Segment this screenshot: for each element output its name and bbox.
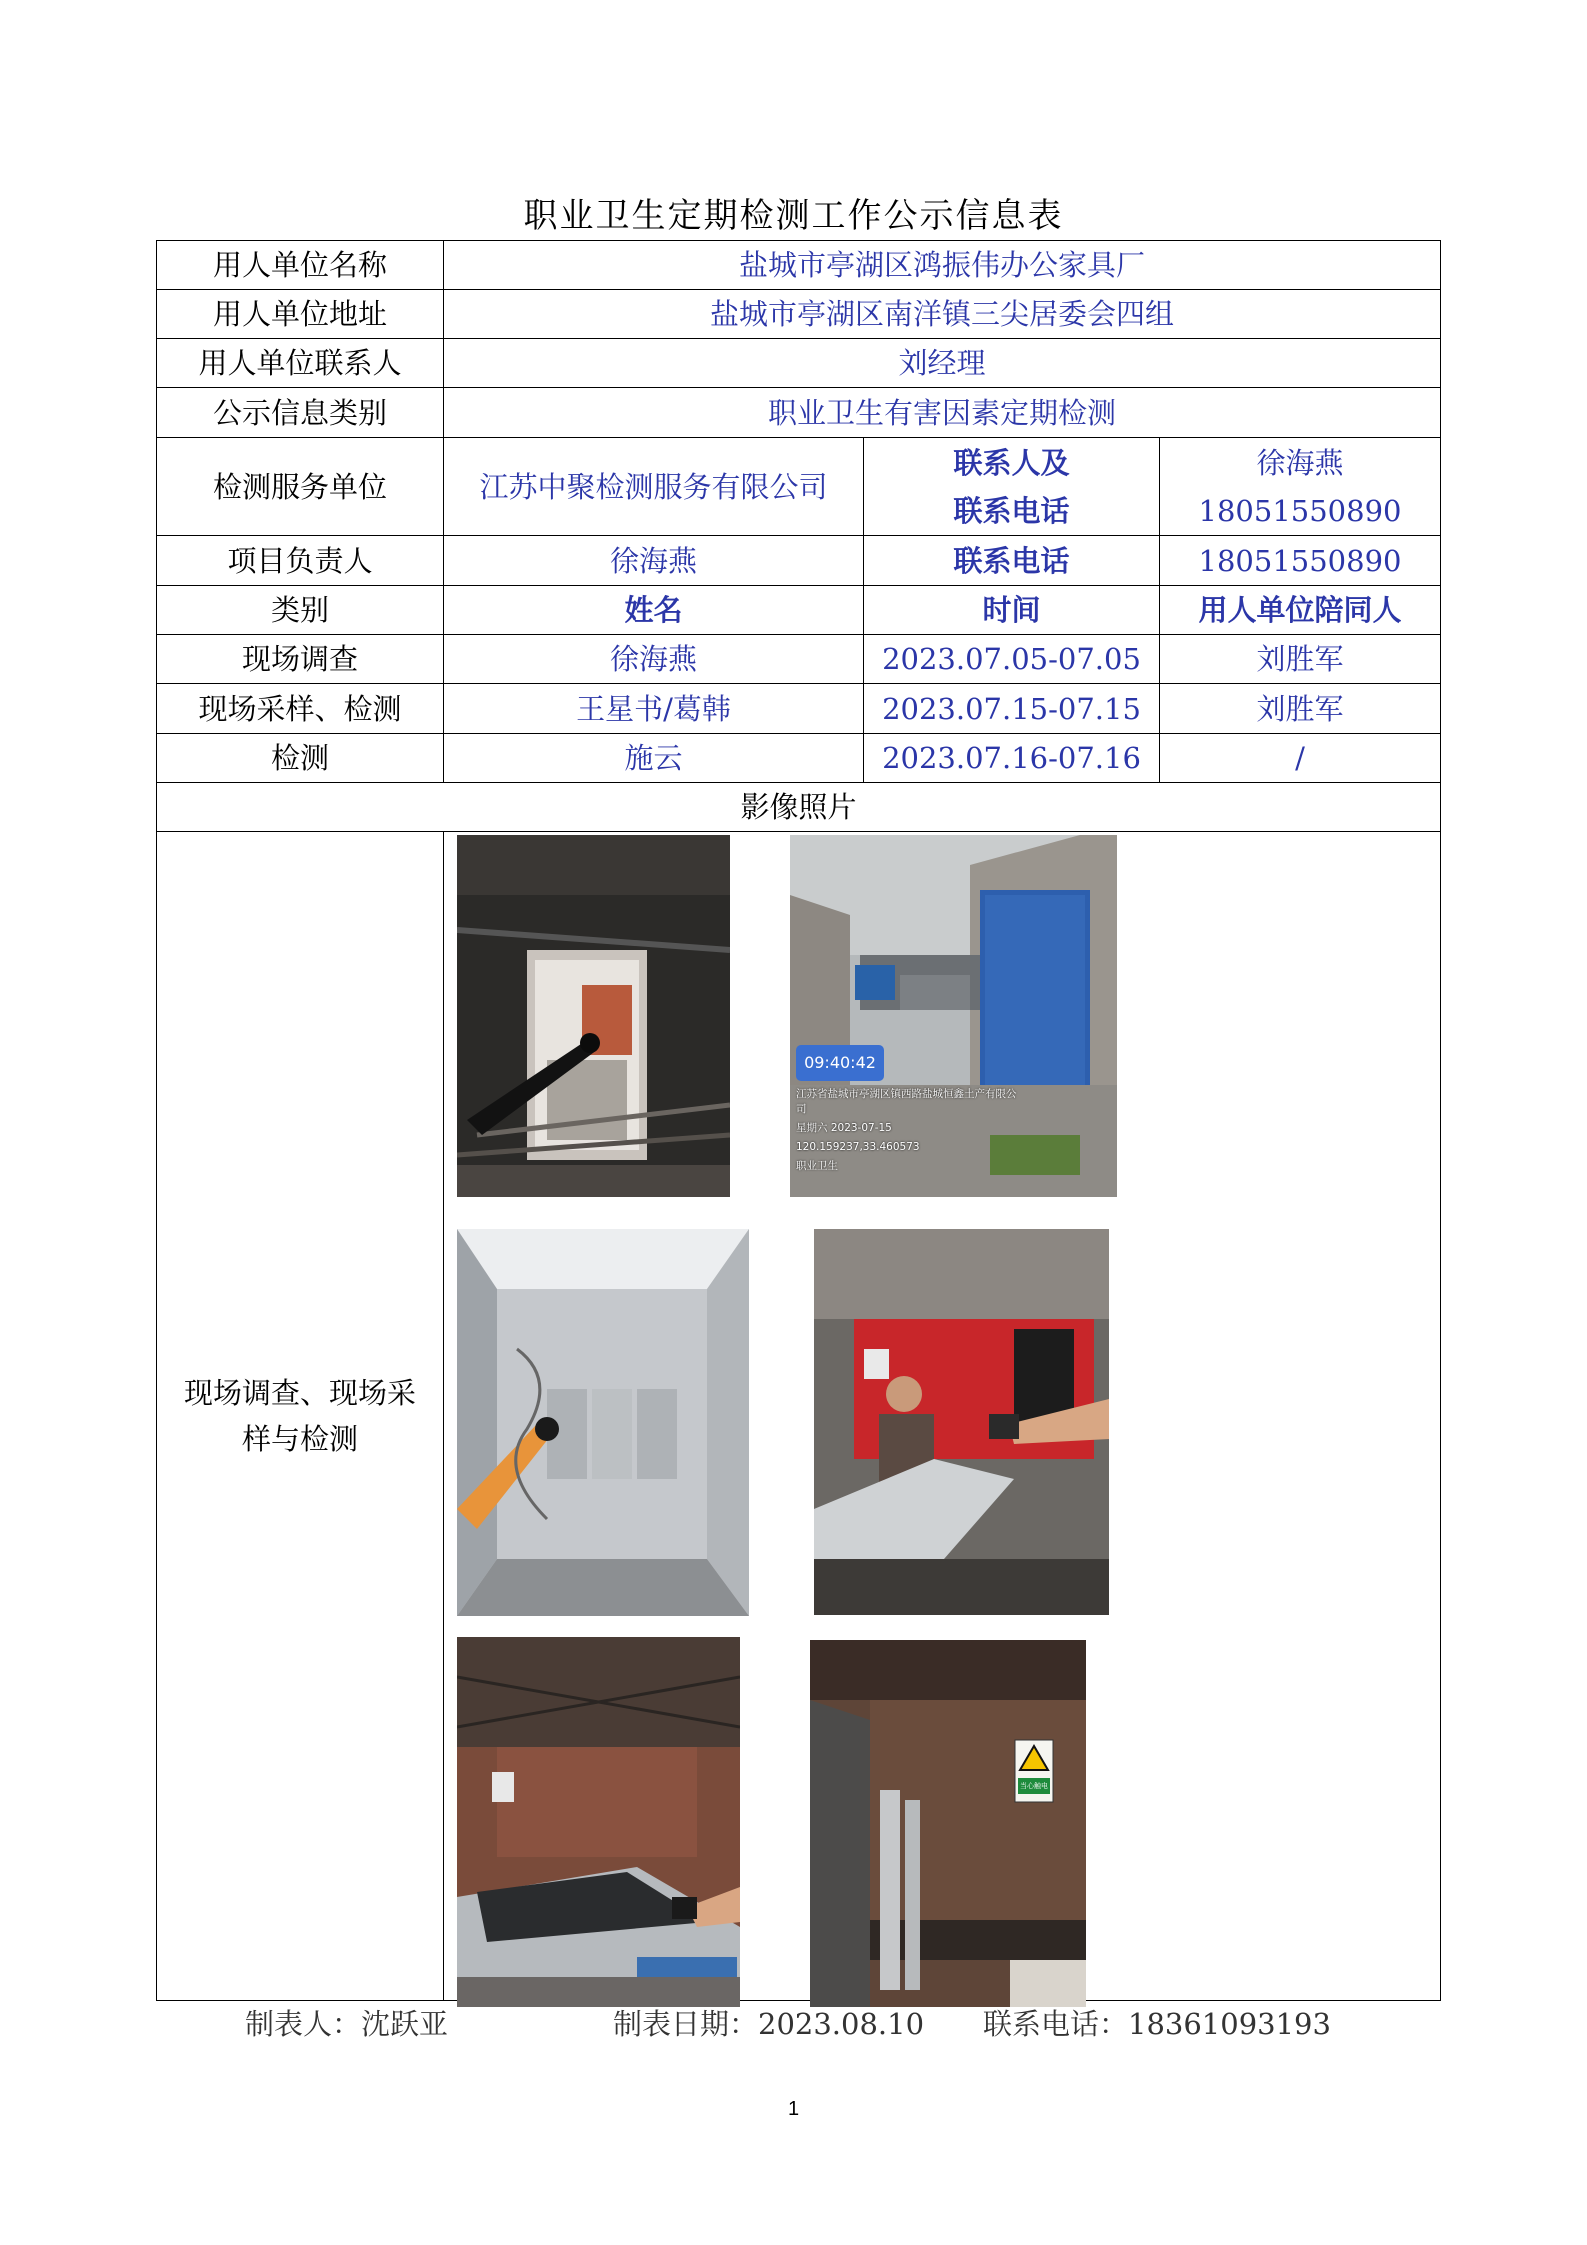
- photo-doorway-measurement: [457, 835, 730, 1197]
- photo-outdoor-cabinet: [790, 835, 1117, 1197]
- header-time: 时间: [864, 586, 1160, 635]
- photos-label-line2: 样与检测: [241, 1422, 358, 1456]
- service-contact-label: [864, 438, 1160, 536]
- service-contact-value: [1160, 438, 1441, 536]
- info-table: [156, 240, 1441, 2001]
- photos-cell: [444, 832, 1441, 2001]
- leader-phone-label: 联系电话: [864, 536, 1160, 586]
- leader-name: 徐海燕: [444, 536, 864, 586]
- photo-stamp-coords: 120.159237,33.460573: [796, 1141, 920, 1153]
- unit-name-value: 盐城市亭湖区鸿振伟办公家具厂: [444, 241, 1441, 290]
- photo-timestamp-box: 09:40:42: [796, 1045, 884, 1081]
- sampling-companion: 刘胜军: [1160, 684, 1441, 734]
- survey-time: 2023.07.05-07.05: [864, 635, 1160, 684]
- row-photos: [157, 832, 1441, 2001]
- page-number: 1: [787, 2098, 800, 2120]
- sampling-name: 王星书/葛韩: [444, 684, 864, 734]
- unit-name-label: 用人单位名称: [157, 241, 444, 290]
- service-contact-label-line2: 联系电话: [953, 493, 1070, 528]
- row-survey: [157, 635, 1441, 684]
- photo-stamp-text: [796, 1087, 1111, 1174]
- footer-date: 制表日期：2023.08.10: [613, 2007, 925, 2041]
- photos-label: [157, 832, 444, 2001]
- unit-contact-value: 刘经理: [444, 339, 1441, 388]
- photo-stamp-date: 星期六 2023-07-15: [796, 1122, 892, 1134]
- service-contact-phone: 18051550890: [1198, 493, 1402, 528]
- service-contact-label-line1: 联系人及: [953, 445, 1070, 480]
- survey-name: 徐海燕: [444, 635, 864, 684]
- photo-electric-panel: [810, 1640, 1086, 2007]
- leader-label: 项目负责人: [157, 536, 444, 586]
- testing-label: 检测: [157, 734, 444, 783]
- info-type-label: 公示信息类别: [157, 388, 444, 438]
- row-unit-name: [157, 241, 1441, 290]
- photo-stamp-address-1: 江苏省盐城市亭湖区镇西路盐城恒鑫土产有限公: [796, 1088, 1017, 1100]
- row-header: [157, 586, 1441, 635]
- photo-spray-booth: [457, 1229, 749, 1616]
- row-testing: [157, 734, 1441, 783]
- service-value: 江苏中聚检测服务有限公司: [444, 438, 864, 536]
- footer-maker: 制表人：沈跃亚: [245, 2007, 449, 2041]
- testing-time: 2023.07.16-07.16: [864, 734, 1160, 783]
- sampling-label: 现场采样、检测: [157, 684, 444, 734]
- row-info-type: [157, 388, 1441, 438]
- testing-name: 施云: [444, 734, 864, 783]
- testing-companion: /: [1160, 734, 1441, 783]
- info-type-value: 职业卫生有害因素定期检测: [444, 388, 1441, 438]
- unit-address-value: 盐城市亭湖区南洋镇三尖居委会四组: [444, 290, 1441, 339]
- unit-address-label: 用人单位地址: [157, 290, 444, 339]
- row-unit-address: [157, 290, 1441, 339]
- row-sampling: [157, 684, 1441, 734]
- photo-stamp-address-2: 司: [796, 1103, 807, 1115]
- survey-companion: 刘胜军: [1160, 635, 1441, 684]
- page-title: 职业卫生定期检测工作公示信息表: [523, 196, 1064, 236]
- service-contact-name: 徐海燕: [1256, 445, 1344, 480]
- header-name: 姓名: [444, 586, 864, 635]
- photo-red-machine: [814, 1229, 1109, 1615]
- row-leader: [157, 536, 1441, 586]
- photos-label-line1: 现场调查、现场采: [183, 1376, 416, 1410]
- footer-phone: 联系电话：18361093193: [983, 2007, 1331, 2041]
- service-label: 检测服务单位: [157, 438, 444, 536]
- sampling-time: 2023.07.15-07.15: [864, 684, 1160, 734]
- row-photos-header: [157, 783, 1441, 832]
- header-companion: 用人单位陪同人: [1160, 586, 1441, 635]
- unit-contact-label: 用人单位联系人: [157, 339, 444, 388]
- photo-stamp-tag: 职业卫生: [796, 1160, 838, 1172]
- survey-label: 现场调查: [157, 635, 444, 684]
- warning-sign-text: 当心触电: [1020, 1782, 1048, 1790]
- photo-laser-cutter: [457, 1637, 740, 2007]
- photos-header: 影像照片: [157, 783, 1441, 832]
- header-category: 类别: [157, 586, 444, 635]
- row-unit-contact: [157, 339, 1441, 388]
- row-service: [157, 438, 1441, 536]
- leader-phone: 18051550890: [1160, 536, 1441, 586]
